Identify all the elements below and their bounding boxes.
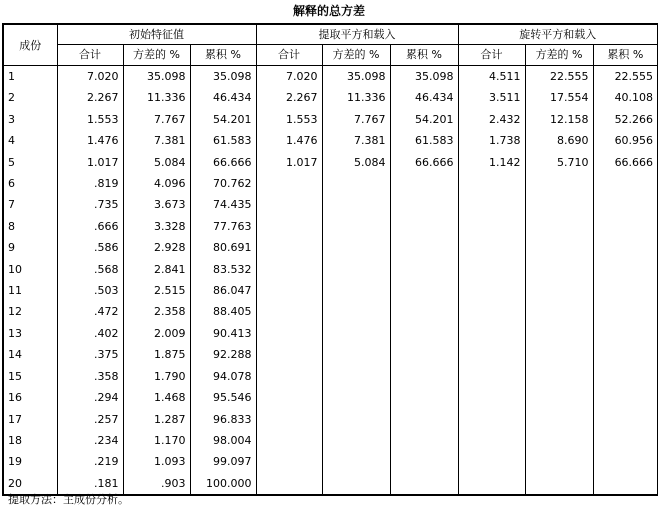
rotate-variance-cell bbox=[525, 259, 593, 280]
extract-variance-cell bbox=[322, 194, 390, 215]
rotate-cumulative-header: 累积 % bbox=[593, 45, 658, 66]
table-row bbox=[3, 451, 658, 472]
rotate-variance-cell bbox=[525, 344, 593, 365]
component-cell: 1 bbox=[3, 66, 57, 88]
component-cell: 20 bbox=[3, 473, 57, 495]
extract-variance-cell bbox=[322, 451, 390, 472]
init-variance-cell: 2.928 bbox=[123, 237, 190, 258]
group-header-row bbox=[3, 24, 658, 45]
table-body bbox=[3, 66, 658, 496]
rotate-total-cell bbox=[458, 216, 525, 237]
extract-cumulative-cell bbox=[390, 237, 458, 258]
extract-cumulative-header: 累积 % bbox=[390, 45, 458, 66]
rotate-cumulative-cell bbox=[593, 301, 658, 322]
extract-cumulative-cell bbox=[390, 430, 458, 451]
table-row bbox=[3, 66, 658, 88]
rotate-total-cell bbox=[458, 344, 525, 365]
extract-variance-cell bbox=[322, 387, 390, 408]
component-cell: 12 bbox=[3, 301, 57, 322]
extract-variance-header: 方差的 % bbox=[322, 45, 390, 66]
init-cumulative-cell: 54.201 bbox=[190, 109, 256, 130]
rotate-cumulative-cell: 52.266 bbox=[593, 109, 658, 130]
extract-variance-cell: 35.098 bbox=[322, 66, 390, 88]
extract-variance-cell: 11.336 bbox=[322, 87, 390, 108]
init-variance-cell: 2.009 bbox=[123, 323, 190, 344]
component-cell: 14 bbox=[3, 344, 57, 365]
extract-cumulative-cell bbox=[390, 280, 458, 301]
rotate-total-cell bbox=[458, 451, 525, 472]
rotate-cumulative-cell bbox=[593, 280, 658, 301]
init-total-cell: .568 bbox=[57, 259, 123, 280]
rotate-variance-cell: 5.710 bbox=[525, 152, 593, 173]
rotate-total-cell bbox=[458, 173, 525, 194]
extract-cumulative-cell bbox=[390, 259, 458, 280]
extract-total-cell bbox=[256, 259, 322, 280]
extract-total-cell bbox=[256, 451, 322, 472]
rotate-total-cell bbox=[458, 366, 525, 387]
init-variance-cell: 4.096 bbox=[123, 173, 190, 194]
table-row bbox=[3, 301, 658, 322]
extract-variance-cell bbox=[322, 430, 390, 451]
table-row bbox=[3, 194, 658, 215]
init-total-cell: .219 bbox=[57, 451, 123, 472]
rotate-total-cell bbox=[458, 237, 525, 258]
init-cumulative-cell: 86.047 bbox=[190, 280, 256, 301]
rotate-total-cell bbox=[458, 280, 525, 301]
extract-cumulative-cell bbox=[390, 344, 458, 365]
rotate-variance-cell bbox=[525, 173, 593, 194]
rotate-variance-cell bbox=[525, 451, 593, 472]
init-total-cell: 2.267 bbox=[57, 87, 123, 108]
extract-cumulative-cell bbox=[390, 194, 458, 215]
rotate-cumulative-cell bbox=[593, 473, 658, 495]
extract-variance-cell bbox=[322, 259, 390, 280]
extract-total-cell bbox=[256, 301, 322, 322]
rotate-total-cell: 1.142 bbox=[458, 152, 525, 173]
init-cumulative-cell: 70.762 bbox=[190, 173, 256, 194]
init-total-cell: .358 bbox=[57, 366, 123, 387]
rotate-variance-cell bbox=[525, 409, 593, 430]
init-variance-cell: 5.084 bbox=[123, 152, 190, 173]
footnote: 提取方法：主成份分析。 bbox=[8, 493, 129, 506]
rotate-variance-cell: 17.554 bbox=[525, 87, 593, 108]
extract-cumulative-cell bbox=[390, 323, 458, 344]
rotate-variance-cell bbox=[525, 473, 593, 495]
init-cumulative-cell: 95.546 bbox=[190, 387, 256, 408]
component-header: 成份 bbox=[3, 24, 57, 66]
table-row bbox=[3, 109, 658, 130]
extract-variance-cell bbox=[322, 344, 390, 365]
init-total-cell: .472 bbox=[57, 301, 123, 322]
extract-total-cell: 1.017 bbox=[256, 152, 322, 173]
rotate-total-cell: 3.511 bbox=[458, 87, 525, 108]
init-variance-cell: 1.287 bbox=[123, 409, 190, 430]
extract-variance-cell bbox=[322, 216, 390, 237]
rotate-variance-cell bbox=[525, 194, 593, 215]
init-cumulative-cell: 88.405 bbox=[190, 301, 256, 322]
extract-variance-cell bbox=[322, 409, 390, 430]
rotate-cumulative-cell: 22.555 bbox=[593, 66, 658, 88]
init-variance-cell: 2.358 bbox=[123, 301, 190, 322]
extract-total-cell bbox=[256, 344, 322, 365]
total-variance-table bbox=[2, 23, 658, 496]
init-total-cell: .402 bbox=[57, 323, 123, 344]
init-variance-cell: 1.170 bbox=[123, 430, 190, 451]
rotate-cumulative-cell bbox=[593, 194, 658, 215]
rotate-cumulative-cell bbox=[593, 387, 658, 408]
rotate-cumulative-cell bbox=[593, 173, 658, 194]
init-cumulative-cell: 94.078 bbox=[190, 366, 256, 387]
init-cumulative-cell: 61.583 bbox=[190, 130, 256, 151]
extract-cumulative-cell: 61.583 bbox=[390, 130, 458, 151]
extract-cumulative-cell: 35.098 bbox=[390, 66, 458, 88]
init-cumulative-header: 累积 % bbox=[190, 45, 256, 66]
table-row bbox=[3, 216, 658, 237]
rotate-variance-cell bbox=[525, 430, 593, 451]
init-total-cell: .257 bbox=[57, 409, 123, 430]
table-row bbox=[3, 473, 658, 495]
init-variance-cell: 1.790 bbox=[123, 366, 190, 387]
table-row bbox=[3, 173, 658, 194]
component-cell: 2 bbox=[3, 87, 57, 108]
rotate-cumulative-cell bbox=[593, 366, 658, 387]
extract-cumulative-cell bbox=[390, 387, 458, 408]
init-cumulative-cell: 90.413 bbox=[190, 323, 256, 344]
table-row bbox=[3, 387, 658, 408]
table-row bbox=[3, 344, 658, 365]
component-cell: 10 bbox=[3, 259, 57, 280]
extract-total-cell: 2.267 bbox=[256, 87, 322, 108]
init-cumulative-cell: 74.435 bbox=[190, 194, 256, 215]
extract-variance-cell bbox=[322, 301, 390, 322]
init-variance-cell: 1.468 bbox=[123, 387, 190, 408]
init-total-cell: .234 bbox=[57, 430, 123, 451]
init-cumulative-cell: 99.097 bbox=[190, 451, 256, 472]
extract-total-cell bbox=[256, 280, 322, 301]
table-row bbox=[3, 237, 658, 258]
rotate-cumulative-cell bbox=[593, 323, 658, 344]
extract-variance-cell bbox=[322, 280, 390, 301]
rotate-total-cell bbox=[458, 430, 525, 451]
component-cell: 3 bbox=[3, 109, 57, 130]
rotate-variance-cell: 22.555 bbox=[525, 66, 593, 88]
extract-variance-cell bbox=[322, 237, 390, 258]
component-cell: 15 bbox=[3, 366, 57, 387]
rotation-sums-header: 旋转平方和载入 bbox=[458, 24, 658, 45]
component-cell: 11 bbox=[3, 280, 57, 301]
extract-variance-cell: 7.381 bbox=[322, 130, 390, 151]
rotate-total-cell bbox=[458, 301, 525, 322]
init-variance-cell: 35.098 bbox=[123, 66, 190, 88]
init-total-header: 合计 bbox=[57, 45, 123, 66]
component-cell: 13 bbox=[3, 323, 57, 344]
extract-total-cell bbox=[256, 473, 322, 495]
rotate-cumulative-cell bbox=[593, 259, 658, 280]
rotate-total-cell bbox=[458, 473, 525, 495]
extract-total-cell bbox=[256, 366, 322, 387]
extract-cumulative-cell: 54.201 bbox=[390, 109, 458, 130]
extract-variance-cell: 7.767 bbox=[322, 109, 390, 130]
component-cell: 6 bbox=[3, 173, 57, 194]
table-title: 解释的总方差 bbox=[292, 4, 365, 18]
rotate-total-cell bbox=[458, 387, 525, 408]
init-total-cell: 1.476 bbox=[57, 130, 123, 151]
init-variance-header: 方差的 % bbox=[123, 45, 190, 66]
table-row bbox=[3, 130, 658, 151]
init-variance-cell: 7.767 bbox=[123, 109, 190, 130]
init-cumulative-cell: 46.434 bbox=[190, 87, 256, 108]
init-total-cell: .586 bbox=[57, 237, 123, 258]
init-total-cell: .819 bbox=[57, 173, 123, 194]
table-row bbox=[3, 430, 658, 451]
rotate-variance-cell: 8.690 bbox=[525, 130, 593, 151]
init-variance-cell: 1.093 bbox=[123, 451, 190, 472]
extract-cumulative-cell bbox=[390, 301, 458, 322]
init-cumulative-cell: 35.098 bbox=[190, 66, 256, 88]
init-variance-cell: .903 bbox=[123, 473, 190, 495]
component-cell: 18 bbox=[3, 430, 57, 451]
init-total-cell: .181 bbox=[57, 473, 123, 495]
rotate-variance-cell bbox=[525, 301, 593, 322]
table-row bbox=[3, 87, 658, 108]
extraction-sums-header: 提取平方和载入 bbox=[256, 24, 458, 45]
rotate-cumulative-cell: 40.108 bbox=[593, 87, 658, 108]
extract-variance-cell bbox=[322, 366, 390, 387]
table-row bbox=[3, 409, 658, 430]
init-total-cell: 1.017 bbox=[57, 152, 123, 173]
rotate-variance-cell bbox=[525, 387, 593, 408]
init-variance-cell: 1.875 bbox=[123, 344, 190, 365]
extract-total-cell: 1.553 bbox=[256, 109, 322, 130]
extract-total-cell bbox=[256, 216, 322, 237]
init-variance-cell: 7.381 bbox=[123, 130, 190, 151]
rotate-variance-cell bbox=[525, 366, 593, 387]
extract-total-cell bbox=[256, 323, 322, 344]
rotate-total-cell bbox=[458, 194, 525, 215]
extract-cumulative-cell bbox=[390, 451, 458, 472]
component-cell: 17 bbox=[3, 409, 57, 430]
extract-cumulative-cell bbox=[390, 366, 458, 387]
init-cumulative-cell: 96.833 bbox=[190, 409, 256, 430]
component-cell: 7 bbox=[3, 194, 57, 215]
extract-cumulative-cell bbox=[390, 216, 458, 237]
rotate-cumulative-cell: 66.666 bbox=[593, 152, 658, 173]
init-variance-cell: 3.673 bbox=[123, 194, 190, 215]
rotate-cumulative-cell bbox=[593, 216, 658, 237]
component-cell: 19 bbox=[3, 451, 57, 472]
rotate-variance-cell bbox=[525, 280, 593, 301]
rotate-total-cell bbox=[458, 409, 525, 430]
extract-total-cell bbox=[256, 387, 322, 408]
table-row bbox=[3, 366, 658, 387]
extract-total-cell bbox=[256, 173, 322, 194]
init-total-cell: 1.553 bbox=[57, 109, 123, 130]
rotate-total-cell bbox=[458, 323, 525, 344]
rotate-cumulative-cell: 60.956 bbox=[593, 130, 658, 151]
init-cumulative-cell: 80.691 bbox=[190, 237, 256, 258]
init-total-cell: .735 bbox=[57, 194, 123, 215]
extract-variance-cell bbox=[322, 323, 390, 344]
extract-cumulative-cell bbox=[390, 173, 458, 194]
init-cumulative-cell: 66.666 bbox=[190, 152, 256, 173]
init-variance-cell: 3.328 bbox=[123, 216, 190, 237]
init-variance-cell: 11.336 bbox=[123, 87, 190, 108]
table-row bbox=[3, 280, 658, 301]
init-total-cell: .294 bbox=[57, 387, 123, 408]
init-variance-cell: 2.841 bbox=[123, 259, 190, 280]
extract-cumulative-cell bbox=[390, 473, 458, 495]
rotate-variance-cell bbox=[525, 216, 593, 237]
rotate-variance-cell: 12.158 bbox=[525, 109, 593, 130]
rotate-total-cell: 4.511 bbox=[458, 66, 525, 88]
rotate-total-cell bbox=[458, 259, 525, 280]
sub-header-row bbox=[3, 45, 658, 66]
extract-variance-cell bbox=[322, 173, 390, 194]
extract-total-cell bbox=[256, 430, 322, 451]
table-row bbox=[3, 152, 658, 173]
component-cell: 9 bbox=[3, 237, 57, 258]
table-row bbox=[3, 259, 658, 280]
init-cumulative-cell: 77.763 bbox=[190, 216, 256, 237]
extract-variance-cell bbox=[322, 473, 390, 495]
component-cell: 5 bbox=[3, 152, 57, 173]
extract-total-header: 合计 bbox=[256, 45, 322, 66]
extract-cumulative-cell: 46.434 bbox=[390, 87, 458, 108]
extract-cumulative-cell bbox=[390, 409, 458, 430]
init-variance-cell: 2.515 bbox=[123, 280, 190, 301]
rotate-total-cell: 2.432 bbox=[458, 109, 525, 130]
extract-total-cell bbox=[256, 194, 322, 215]
init-total-cell: 7.020 bbox=[57, 66, 123, 88]
init-total-cell: .503 bbox=[57, 280, 123, 301]
rotate-variance-cell bbox=[525, 237, 593, 258]
rotate-cumulative-cell bbox=[593, 237, 658, 258]
extract-total-cell bbox=[256, 237, 322, 258]
rotate-cumulative-cell bbox=[593, 430, 658, 451]
init-cumulative-cell: 98.004 bbox=[190, 430, 256, 451]
rotate-total-header: 合计 bbox=[458, 45, 525, 66]
rotate-variance-header: 方差的 % bbox=[525, 45, 593, 66]
extract-total-cell: 1.476 bbox=[256, 130, 322, 151]
extract-variance-cell: 5.084 bbox=[322, 152, 390, 173]
extract-total-cell: 7.020 bbox=[256, 66, 322, 88]
component-cell: 8 bbox=[3, 216, 57, 237]
init-total-cell: .375 bbox=[57, 344, 123, 365]
init-total-cell: .666 bbox=[57, 216, 123, 237]
table-row bbox=[3, 323, 658, 344]
initial-eigenvalues-header: 初始特征值 bbox=[57, 24, 256, 45]
init-cumulative-cell: 100.000 bbox=[190, 473, 256, 495]
init-cumulative-cell: 92.288 bbox=[190, 344, 256, 365]
init-cumulative-cell: 83.532 bbox=[190, 259, 256, 280]
rotate-variance-cell bbox=[525, 323, 593, 344]
rotate-cumulative-cell bbox=[593, 451, 658, 472]
component-cell: 16 bbox=[3, 387, 57, 408]
component-cell: 4 bbox=[3, 130, 57, 151]
rotate-total-cell: 1.738 bbox=[458, 130, 525, 151]
extract-cumulative-cell: 66.666 bbox=[390, 152, 458, 173]
extract-total-cell bbox=[256, 409, 322, 430]
rotate-cumulative-cell bbox=[593, 344, 658, 365]
rotate-cumulative-cell bbox=[593, 409, 658, 430]
